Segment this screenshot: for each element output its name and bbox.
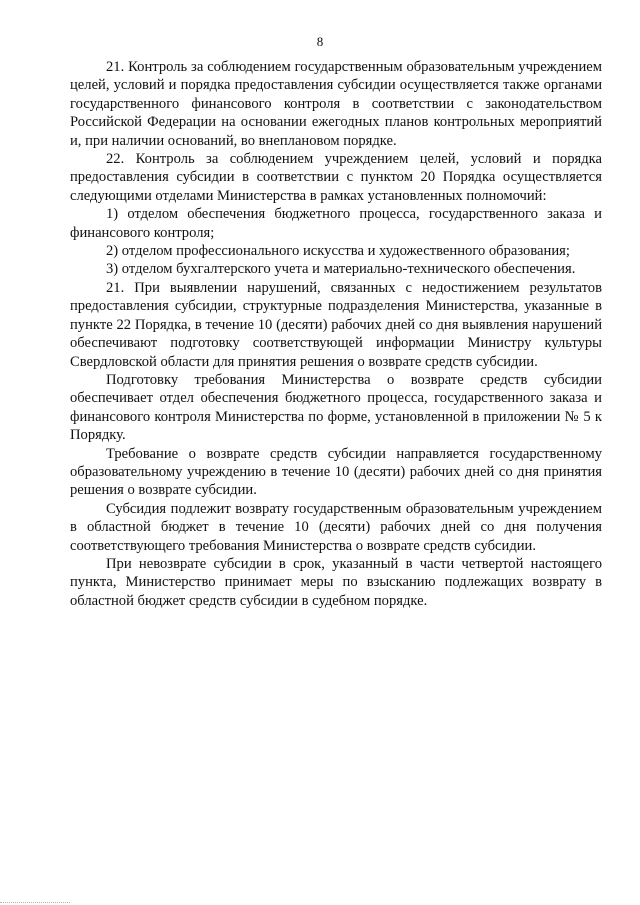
- page-number: 8: [316, 34, 324, 49]
- paragraph-refund-requirement-sending: Требование о возврате средств субсидии направляется государственному образовательному учреждению в течение 10 (десяти) рабочих дней со дня принятия решения о возврате субсидии.: [70, 445, 602, 499]
- list-item-accounting-department: 3) отделом бухгалтерского учета и материально-технического обеспечения.: [106, 261, 576, 278]
- paragraph-refund-requirement-preparation: Подготовку требования Министерства о возврате средств субсидии обеспечивает отдел обеспечения бюджетного процесса, государственного заказа и финансового контроля Министерства по форме, установленной в приложении № 5 к Порядку.: [70, 371, 602, 444]
- list-item-budget-department: 1) отделом обеспечения бюджетного процесса, государственного заказа и финансового контроля;: [70, 206, 602, 241]
- list-item-art-education-department: 2) отделом профессионального искусства и художественного образования;: [106, 243, 570, 260]
- paragraph-violations-detection: 21. При выявлении нарушений, связанных с недостижением результатов предоставления субсидии, структурные подразделения Министерства, указанные в пункте 22 Порядка, в течение 10 (десяти) рабочих дней со дня выявления нарушений обеспечивают подготовку соответствующей информации Министру культуры Свердловской области для принятия решения о возврате средств субсидии.: [70, 279, 602, 370]
- paragraph-non-refund-measures: При невозврате субсидии в срок, указанный в части четвертой настоящего пункта, Министерство принимает меры по взысканию подлежащих возврату в областной бюджет средств субсидии в судебном порядке.: [70, 555, 602, 609]
- paragraph-control-ministry-departments: 22. Контроль за соблюдением учреждением целей, условий и порядка предоставления субсидии в соответствии с пунктом 20 Порядка осуществляется следующими отделами Министерства в рамках установленных полномочий:: [70, 151, 602, 204]
- document-body: [70, 58, 602, 610]
- footer-divider: [0, 902, 70, 903]
- paragraph-subsidy-refund-term: Субсидия подлежит возврату государственным образовательным учреждением в областной бюджет в течение 10 (десяти) рабочих дней со дня получения соответствующего требования Министерства о возврате средств субсидии.: [70, 500, 602, 554]
- paragraph-control-state-financial: 21. Контроль за соблюдением государственным образовательным учреждением целей, условий и порядка предоставления субсидии осуществляется также органами государственного финансового контроля в соответствии с законодательством Российской Федерации на основании ежегодных планов контрольных мероприятий и, при наличии оснований, во внеплановом порядке.: [70, 59, 602, 149]
